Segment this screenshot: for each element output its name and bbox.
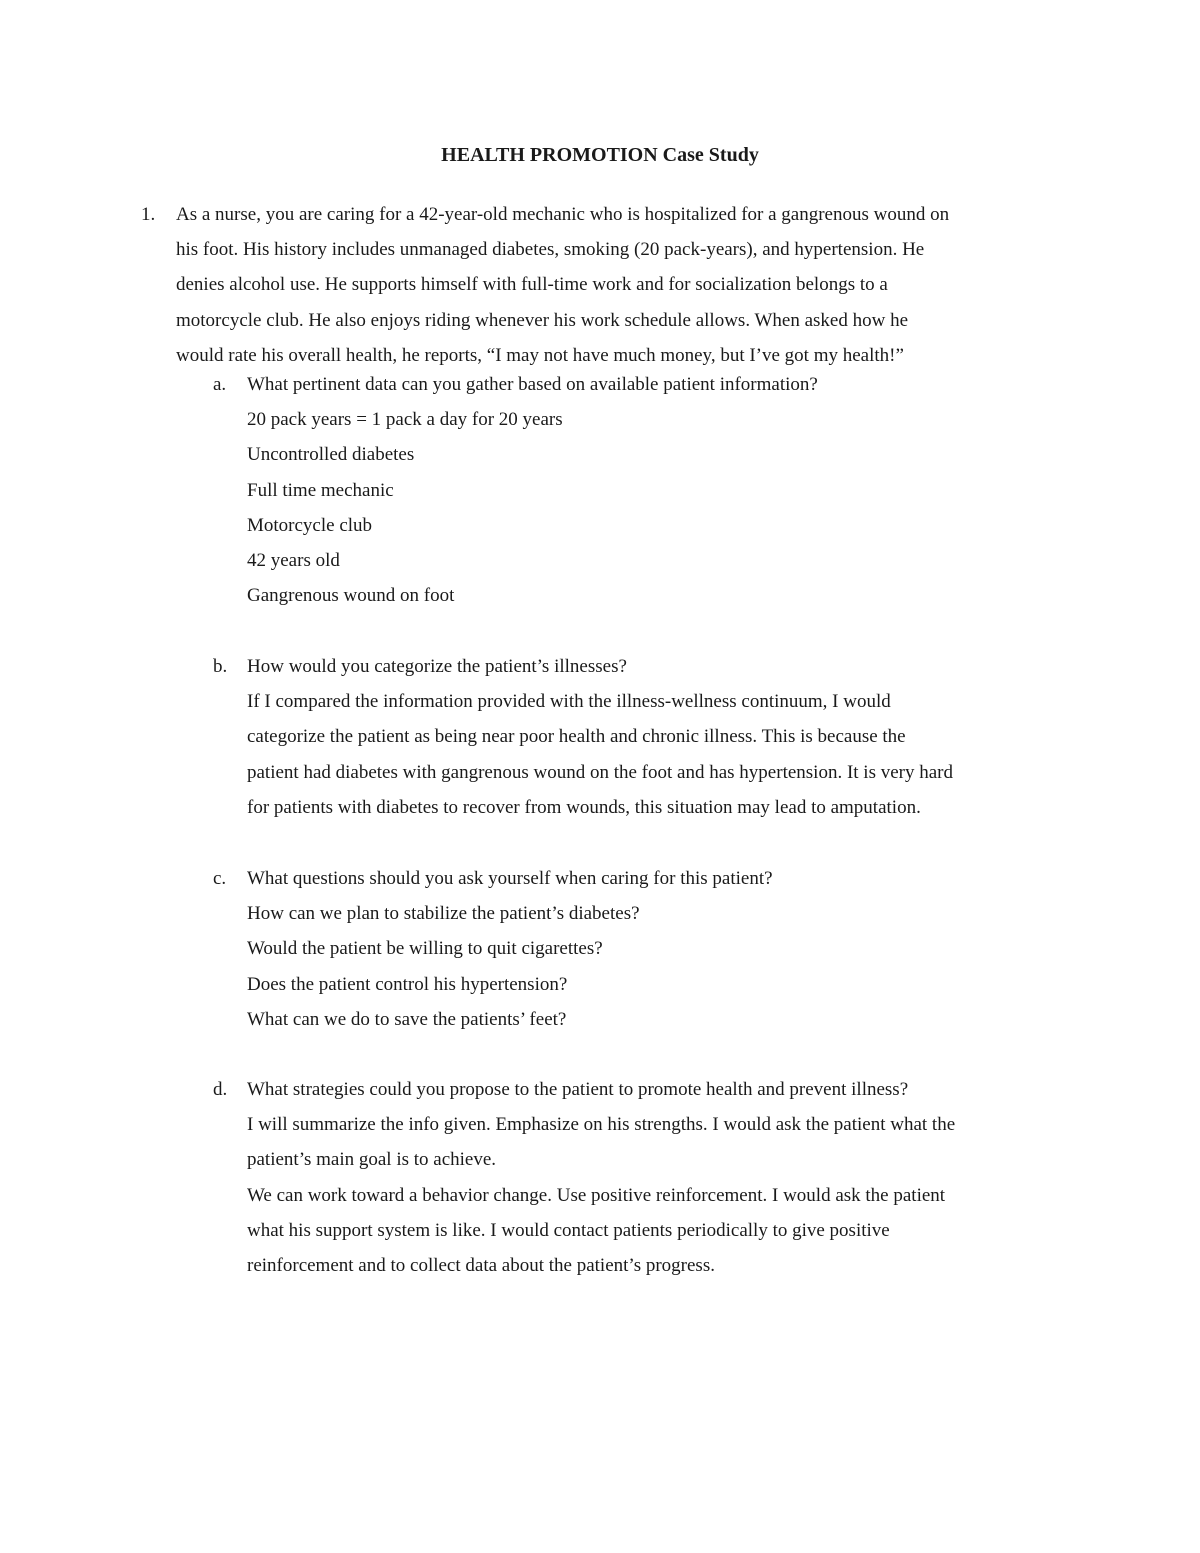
question-1-line: his foot. His history includes unmanaged diabetes, smoking (20 pack-years), and hypertension. He: [176, 239, 925, 261]
answer-line: If I compared the information provided with the illness-wellness continuum, I would: [247, 691, 891, 713]
subquestion-d-prompt: What strategies could you propose to the patient to promote health and prevent illness?: [247, 1079, 909, 1100]
subquestion-a: [247, 367, 1067, 613]
answer-line: patient had diabetes with gangrenous wound on the foot and has hypertension. It is very hard: [247, 761, 953, 783]
answer-line: What can we do to save the patients’ feet?: [247, 1008, 567, 1030]
answer-line: We can work toward a behavior change. Use positive reinforcement. I would ask the patient: [247, 1184, 946, 1206]
answer-line: Does the patient control his hypertension?: [247, 973, 568, 995]
answer-line: Full time mechanic: [247, 479, 394, 501]
subquestion-d: [247, 1072, 1067, 1283]
subquestion-c-letter: c.: [213, 868, 227, 889]
subquestion-b-prompt: How would you categorize the patient’s illnesses?: [247, 656, 627, 677]
subquestion-a-letter: a.: [213, 374, 227, 395]
document-title: HEALTH PROMOTION Case Study: [441, 144, 759, 166]
answer-line: I will summarize the info given. Emphasize on his strengths. I would ask the patient what the: [247, 1114, 956, 1136]
question-1-line: As a nurse, you are caring for a 42-year-old mechanic who is hospitalized for a gangrenous wound on: [176, 204, 950, 225]
answer-line: reinforcement and to collect data about the patient’s progress.: [247, 1254, 715, 1276]
answer-line: patient’s main goal is to achieve.: [247, 1149, 497, 1171]
subquestion-c-prompt: What questions should you ask yourself when caring for this patient?: [247, 868, 773, 889]
answer-line: 42 years old: [247, 549, 340, 571]
answer-line: 20 pack years = 1 pack a day for 20 years: [247, 409, 563, 431]
answer-line: Would the patient be willing to quit cigarettes?: [247, 938, 603, 960]
question-number: 1.: [141, 204, 156, 225]
question-1-line: denies alcohol use. He supports himself with full-time work and for socialization belongs to a: [176, 274, 888, 296]
answer-line: what his support system is like. I would contact patients periodically to give positive: [247, 1219, 890, 1241]
subquestion-b: [247, 649, 1067, 825]
subquestion-a-prompt: What pertinent data can you gather based on available patient information?: [247, 374, 818, 395]
subquestion-d-letter: d.: [213, 1079, 228, 1100]
answer-line: How can we plan to stabilize the patient’s diabetes?: [247, 903, 640, 925]
question-1-text: [176, 197, 1066, 373]
answer-line: for patients with diabetes to recover from wounds, this situation may lead to amputation.: [247, 796, 921, 818]
answer-line: Gangrenous wound on foot: [247, 585, 455, 607]
answer-line: categorize the patient as being near poor health and chronic illness. This is because the: [247, 726, 906, 748]
answer-line: Motorcycle club: [247, 514, 373, 536]
question-1-line: motorcycle club. He also enjoys riding whenever his work schedule allows. When asked how he: [176, 309, 909, 331]
subquestion-c: [247, 861, 1067, 1037]
subquestion-b-letter: b.: [213, 656, 228, 677]
question-1-line: would rate his overall health, he reports, “I may not have much money, but I’ve got my health!”: [176, 344, 904, 366]
answer-line: Uncontrolled diabetes: [247, 444, 415, 466]
